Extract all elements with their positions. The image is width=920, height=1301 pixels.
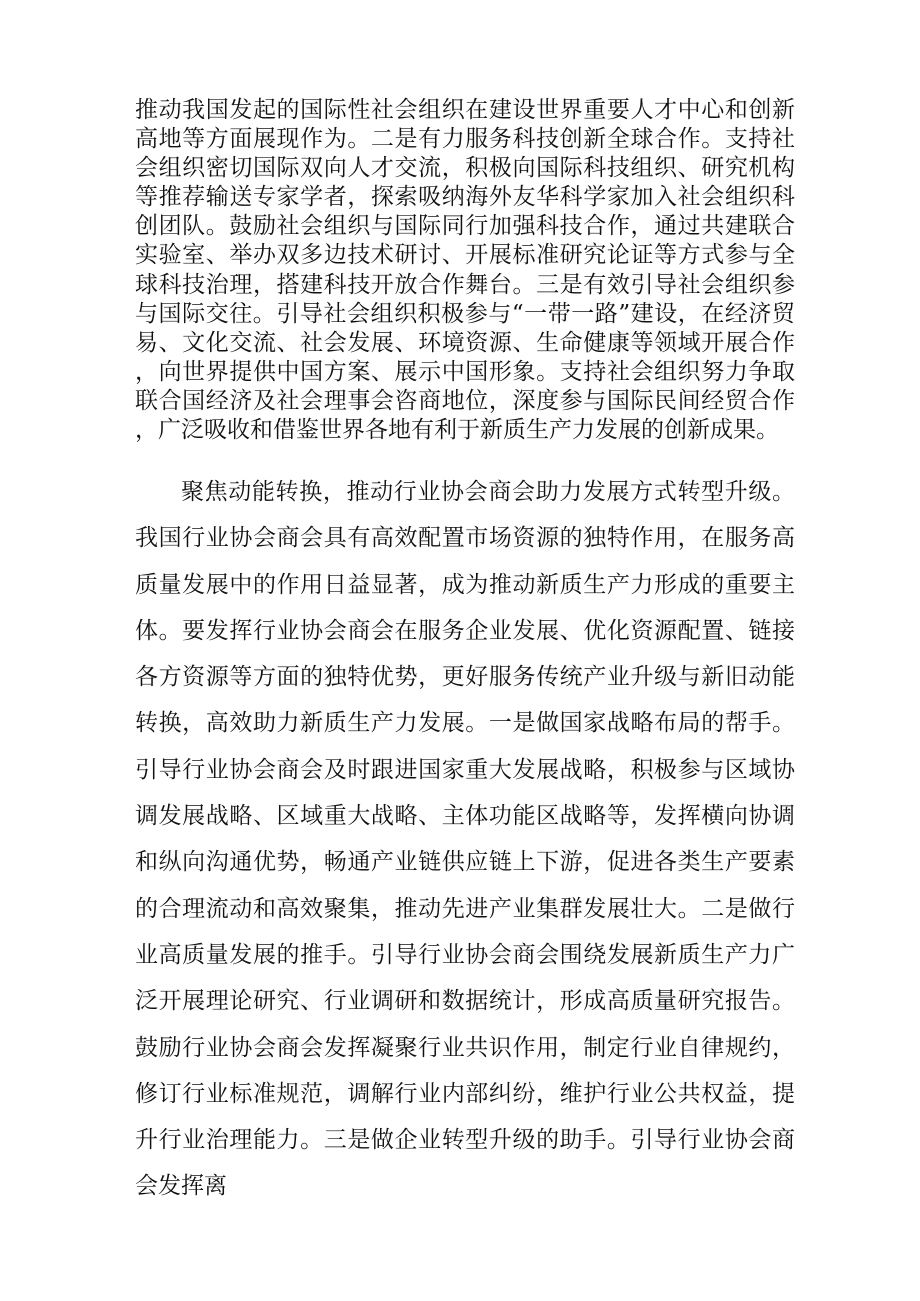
paragraph-international-cooperation: 推动我国发起的国际性社会组织在建设世界重要人才中心和创新高地等方面展现作为。二是有力服务科技创新全球合作。支持社会组织密切国际双向人才交流，积极向国际科技组织、研究机构等推荐输送专家学者，探索吸纳海外友华科学家加入社会组织科创团队。鼓励社会组织与国际同行加强科技合作，通过共建联合实验室、举办双多边技术研讨、开展标准研究论证等方式参与全球科技治理，搭建科技开放合作舞台。三是有效引导社会组织参与国际交往。引导社会组织积极参与“一带一路”建设，在经济贸易、文化交流、社会发展、环境资源、生命健康等领域开展合作，向世界提供中国方案、展示中国形象。支持社会组织努力争取联合国经济及社会理事会咨商地位，深度参与国际民间经贸合作，广泛吸收和借鉴世界各地有利于新质生产力发展的创新成果。 [135, 97, 795, 444]
paragraph-industry-associations: 聚焦动能转换，推动行业协会商会助力发展方式转型升级。我国行业协会商会具有高效配置市场资源的独特作用，在服务高质量发展中的作用日益显著，成为推动新质生产力形成的重要主体。要发挥行业协会商会在服务企业发展、优化资源配置、链接各方资源等方面的独特优势，更好服务传统产业升级与新旧动能转换，高效助力新质生产力发展。一是做国家战略布局的帮手。引导行业协会商会及时跟进国家重大发展战略，积极参与区域协调发展战略、区域重大战略、主体功能区战略等，发挥横向协调和纵向沟通优势，畅通产业链供应链上下游，促进各类生产要素的合理流动和高效聚集，推动先进产业集群发展壮大。二是做行业高质量发展的推手。引导行业协会商会围绕发展新质生产力广泛开展理论研究、行业调研和数据统计，形成高质量研究报告。鼓励行业协会商会发挥凝聚行业共识作用，制定行业自律规约，修订行业标准规范，调解行业内部纠纷，维护行业公共权益，提升行业治理能力。三是做企业转型升级的助手。引导行业协会商会发挥离 [135, 479, 795, 1200]
